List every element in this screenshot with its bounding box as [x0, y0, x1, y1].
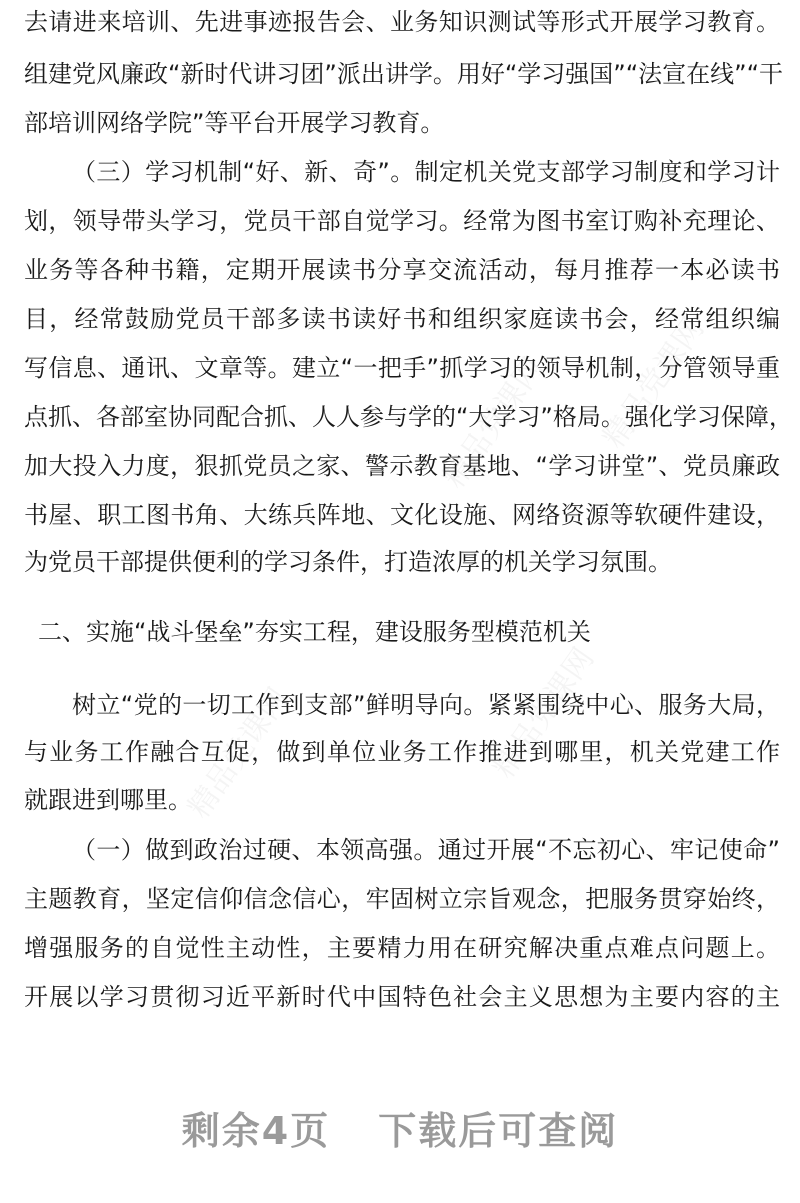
paragraph-line: （一）做到政治过硬、本领高强。通过开展“不忘初心、牢记使命” — [72, 836, 780, 864]
download-prompt[interactable] — [0, 1100, 800, 1155]
paragraph-line: 点抓、各部室协同配合抓、人人参与学的“大学习”格局。强化学习保障， — [24, 403, 793, 431]
paragraph-line: 写信息、通讯、文章等。建立“一把手”抓学习的领导机制，分管领导重 — [24, 354, 780, 382]
paragraph-line: 部培训网络学院”等平台开展学习教育。 — [24, 109, 445, 137]
paragraph-line: 书屋、职工图书角、大练兵阵地、文化设施、网络资源等软硬件建设， — [24, 501, 780, 529]
paragraph-line: 为党员干部提供便利的学习条件，打造浓厚的机关学习氛围。 — [24, 548, 672, 576]
paragraph-line: 业务等各种书籍，定期开展读书分享交流活动，每月推荐一本必读书 — [24, 256, 780, 284]
download-to-view-text[interactable]: 下载后可查阅 — [378, 1109, 619, 1153]
watermark: 精品党课网 — [436, 351, 552, 495]
paragraph-line: 增强服务的自觉性主动性，主要精力用在研究解决重点难点问题上。 — [24, 934, 780, 962]
section-heading: 二、实施“战斗堡垒”夯实工程，建设服务型模范机关 — [38, 618, 591, 646]
paragraph-line: 划，领导带头学习，党员干部自觉学习。经常为图书室订购补充理论、 — [24, 207, 780, 235]
paragraph-line: 开展以学习贯彻习近平新时代中国特色社会主义思想为主要内容的主 — [24, 983, 780, 1011]
watermark: 精品党课网 — [486, 641, 602, 785]
paragraph-line: 与业务工作融合互促，做到单位业务工作推进到哪里，机关党建工作 — [24, 738, 780, 766]
paragraph-line: 去请进来培训、先进事迹报告会、业务知识测试等形式开展学习教育。 — [24, 8, 780, 36]
paragraph-line: 就跟进到哪里。 — [24, 786, 192, 814]
paragraph-line: 组建党风廉政“新时代讲习团”派出讲学。用好“学习强国”“法宣在线”“干 — [24, 60, 784, 88]
paragraph-line: 目，经常鼓励党员干部多读书读好书和组织家庭读书会，经常组织编 — [24, 305, 780, 333]
paragraph-line: 加大投入力度，狠抓党员之家、警示教育基地、“学习讲堂”、党员廉政 — [24, 452, 780, 480]
paragraph-line: 主题教育，坚定信仰信念信心，牢固树立宗旨观念，把服务贯穿始终， — [24, 885, 780, 913]
watermark: 精品党课网 — [181, 681, 297, 825]
paragraph-line: 树立“党的一切工作到支部”鲜明导向。紧紧围绕中心、服务大局， — [72, 691, 780, 719]
remaining-pages-text: 剩余4页 — [181, 1109, 331, 1153]
watermark: 精品党课网 — [596, 311, 712, 455]
paragraph-line: （三）学习机制“好、新、奇”。制定机关党支部学习制度和学习计 — [72, 158, 780, 186]
